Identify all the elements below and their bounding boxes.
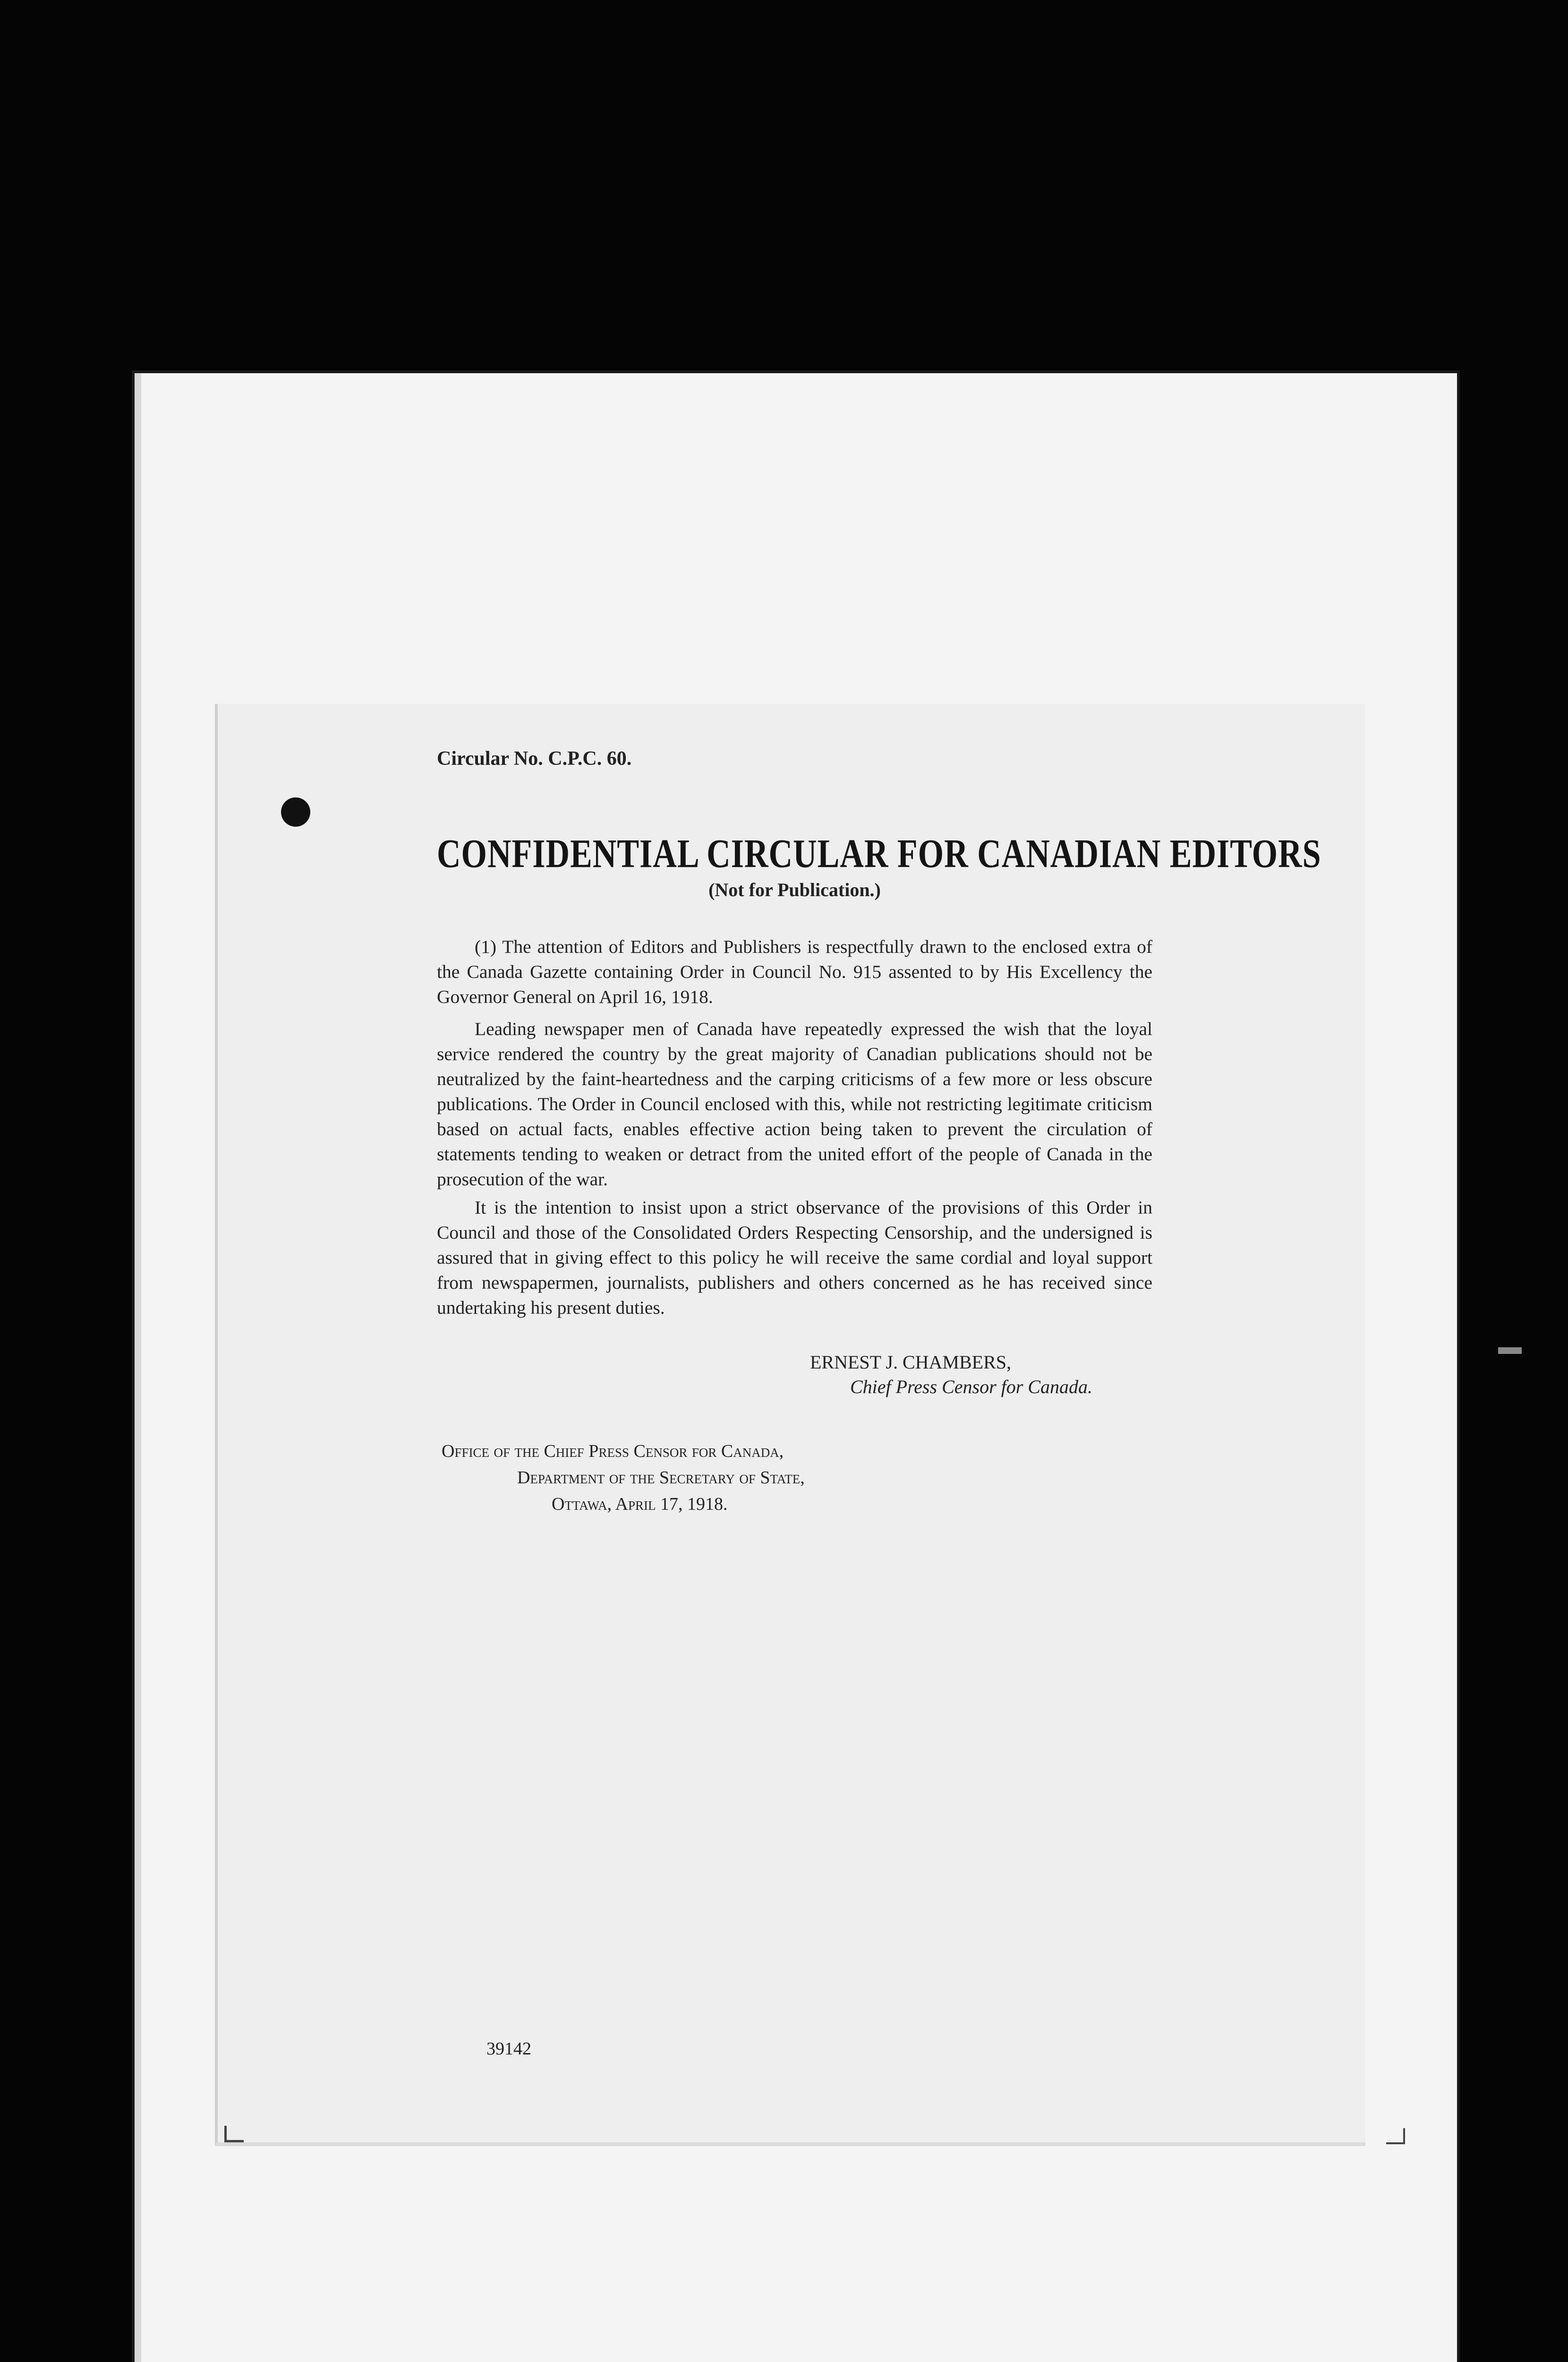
- signature-name: ERNEST J. CHAMBERS,: [810, 1352, 1012, 1373]
- signature-title: Chief Press Censor for Canada.: [850, 1376, 1092, 1397]
- circular-title: CONFIDENTIAL CIRCULAR FOR CANADIAN EDITORS: [437, 832, 1321, 877]
- body-paragraph-3: It is the intention to insist upon a strict observance of the provisions of this Order in Council and those of the Consolidated Orders Respecting Censorship, and the undersigned is assured that in giving effect to this policy he will receive the same cordial and loyal support from newspapermen, journalists, publishers and others concerned as he has received since undertaking his present duties.: [437, 1197, 1152, 1318]
- body-paragraph-1: (1) The attention of Editors and Publishers is respectfully drawn to the enclosed extra of the Canada Gazette containing Order in Council No. 915 assented to by His Excellency the Governor General on April 16, 1918.: [437, 936, 1152, 1007]
- body-paragraph-2: Leading newspaper men of Canada have repeatedly expressed the wish that the loyal service rendered the country by the great majority of Canadian publications should not be neutralized by the faint-heartedness and the carping criticisms of a few more or less obscure publications. The Order in Council enclosed with this, while not restricting legitimate criticism based on actual facts, enables effective action being taken to prevent the circulation of statements tending to weaken or detract from the united effort of the people of Canada in the prosecution of the war.: [437, 1018, 1152, 1190]
- office-line-2: Department of the Secretary of State,: [517, 1468, 805, 1488]
- punch-hole: [281, 797, 310, 827]
- circular-number: Circular No. C.P.C. 60.: [437, 748, 632, 770]
- pasted-circular-clipping: [215, 704, 1365, 2146]
- crop-mark: [1386, 2128, 1405, 2144]
- office-line-3: Ottawa, April 17, 1918.: [552, 1494, 728, 1514]
- reference-number: 39142: [486, 2039, 531, 2059]
- page-edge: [135, 373, 141, 2362]
- crop-mark: [224, 2126, 244, 2142]
- edge-mark: [1498, 1347, 1522, 1354]
- office-line-1: Office of the Chief Press Censor for Canada,: [442, 1441, 784, 1461]
- circular-subtitle: (Not for Publication.): [708, 879, 881, 900]
